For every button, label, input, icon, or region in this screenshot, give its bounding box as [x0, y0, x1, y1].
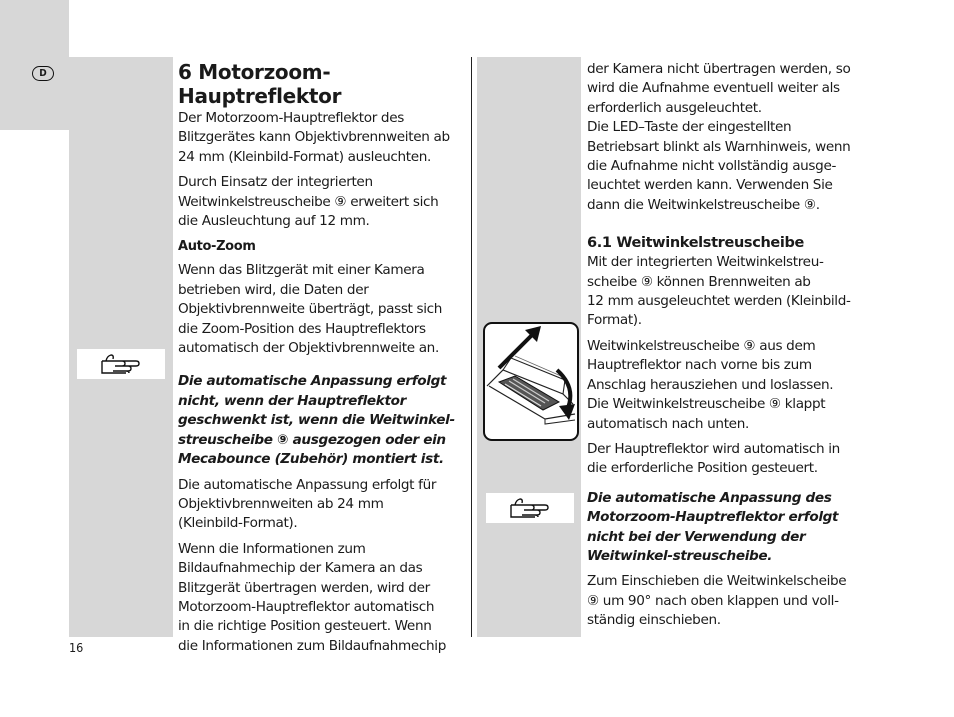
pointing-hand-icon [77, 349, 165, 379]
paragraph: Weitwinkelstreuscheibe ⑨ aus dem Hauptreflektor nach vorne bis zum Anschlag herausziehen und loslassen. Die Weitwinkelstreuscheibe ⑨ klappt automatisch nach unten. [587, 337, 834, 432]
language-badge: D [32, 66, 54, 81]
left-text-column [178, 60, 468, 662]
column-divider [471, 57, 472, 637]
section-heading: 6.1 Weitwinkelstreuscheibe [587, 235, 805, 252]
left-margin-column [69, 57, 173, 637]
language-tab [0, 0, 69, 130]
warning-note: Die automatische Anpassung des Motorzoom-Hauptreflektor erfolgt nicht bei der Verwendung der Weitwinkel-streuscheibe. [587, 489, 839, 564]
paragraph: der Kamera nicht übertragen werden, so wird die Aufnahme eventuell weiter als erforderlich ausgeleuchtet. Die LED–Taste der eingestellten Betriebsart blinkt als Warnhinweis, wenn die Aufnahme nicht vollständig ausge- leuchtet werden kann. Verwenden Sie dann die Weitwinkelstreuscheibe ⑨. [587, 61, 851, 213]
paragraph: Der Hauptreflektor wird automatisch in die erforderliche Position gesteuert. [587, 440, 840, 477]
paragraph: Zum Einschieben die Weitwinkelscheibe ⑨ um 90° nach oben klappen und voll- ständig einschieben. [587, 573, 847, 629]
page-number: 16 [69, 640, 84, 655]
paragraph: Der Motorzoom-Hauptreflektor des Blitzgerätes kann Objektivbrennweiten ab 24 mm (Kleinbild-Format) ausleuchten. [178, 110, 450, 165]
paragraph: Die automatische Anpassung erfolgt für Objektivbrennweiten ab 24 mm (Kleinbild-Format). [178, 476, 437, 532]
pointing-hand-icon [486, 493, 574, 523]
paragraph: Wenn die Informationen zum Bildaufnahmechip der Kamera an das Blitzgerät übertragen werden, wird der Motorzoom-Hauptreflektor automatisch in die richtige Position gesteuert. Wenn die Informationen zum Bildaufnahmechip [178, 540, 446, 654]
paragraph: Durch Einsatz der integrierten Weitwinkelstreuscheibe ⑨ erweitert sich die Ausleuchtung auf 12 mm. [178, 174, 439, 230]
warning-note: Die automatische Anpassung erfolgt nicht, wenn der Hauptreflektor geschwenkt ist, wenn die Weitwinkel- streuscheibe ⑨ ausgezogen oder ein Mecabounce (Zubehör) montiert ist. [178, 373, 455, 468]
subheading: Auto-Zoom [178, 239, 256, 255]
diffuser-illustration [483, 322, 579, 441]
paragraph: Mit der integrierten Weitwinkelstreu- scheibe ⑨ können Brennweiten ab 12 mm ausgeleuchtet werden (Kleinbild- Format). [587, 254, 851, 329]
section-title: 6 Motorzoom-Hauptreflektor [178, 60, 342, 108]
right-text-column [587, 60, 877, 637]
paragraph: Wenn das Blitzgerät mit einer Kamera betrieben wird, die Daten der Objektivbrennweite überträgt, passt sich die Zoom-Position des Hauptreflektors automatisch der Objektivbrennweite an. [178, 262, 443, 357]
